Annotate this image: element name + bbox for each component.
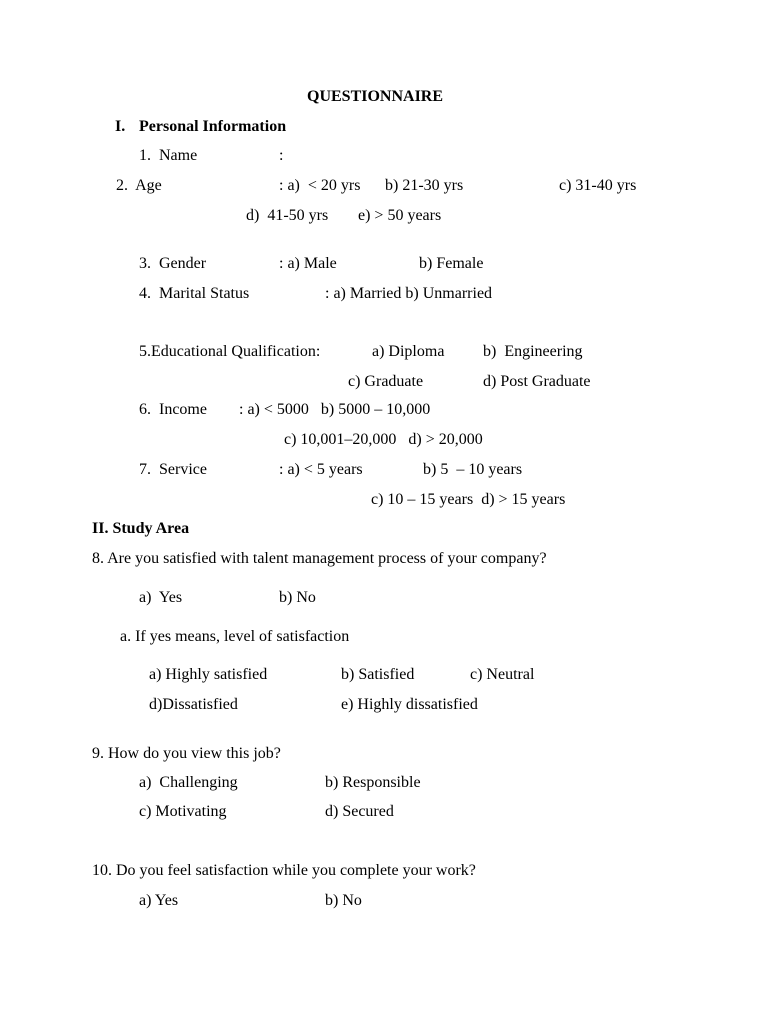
q7-label: 7. Service <box>139 461 207 478</box>
q5-option-d: d) Post Graduate <box>483 373 591 390</box>
q2-option-d: d) 41-50 yrs <box>246 207 329 224</box>
q9-option-d: d) Secured <box>325 803 394 820</box>
q3-option-a: : a) Male <box>279 255 337 272</box>
q8-option-a: a) Yes <box>139 589 183 606</box>
q5-label: 5.Educational Qualification: <box>139 343 321 360</box>
q9-option-b: b) Responsible <box>325 774 421 791</box>
q8-sub-option-d: d)Dissatisfied <box>149 696 238 713</box>
q8-sub-question: a. If yes means, level of satisfaction <box>120 628 350 645</box>
q3-label: 3. Gender <box>139 255 207 272</box>
q9-option-c: c) Motivating <box>139 803 227 820</box>
q8-sub-option-c: c) Neutral <box>470 666 535 683</box>
q3-option-b: b) Female <box>419 255 484 272</box>
q1-label: 1. Name <box>139 147 198 164</box>
section-1-numeral: I. <box>115 118 126 135</box>
q6-options-cd: c) 10,001–20,000 d) > 20,000 <box>284 431 483 448</box>
q1-colon: : <box>279 147 284 164</box>
q5-option-a: a) Diploma <box>372 343 445 360</box>
q8-option-b: b) No <box>279 589 316 606</box>
q7-options-cd: c) 10 – 15 years d) > 15 years <box>371 491 566 508</box>
document-title: QUESTIONNAIRE <box>307 88 444 105</box>
q2-option-a: : a) < 20 yrs <box>279 177 361 194</box>
q4-options: : a) Married b) Unmarried <box>325 285 493 302</box>
q8-question: 8. Are you satisfied with talent management process of your company? <box>92 550 547 567</box>
q2-option-b: b) 21-30 yrs <box>385 177 464 194</box>
q9-option-a: a) Challenging <box>139 774 238 791</box>
q10-option-a: a) Yes <box>139 892 179 909</box>
q6-options-ab: : a) < 5000 b) 5000 – 10,000 <box>239 401 431 418</box>
q4-label: 4. Marital Status <box>139 285 250 302</box>
q5-option-b: b) Engineering <box>483 343 583 360</box>
q2-option-e: e) > 50 years <box>358 207 442 224</box>
q9-question: 9. How do you view this job? <box>92 745 281 762</box>
q2-label: 2. Age <box>116 177 162 194</box>
q7-option-a: : a) < 5 years <box>279 461 363 478</box>
section-1-heading: Personal Information <box>139 118 287 135</box>
section-2-heading: II. Study Area <box>92 520 190 537</box>
q10-question: 10. Do you feel satisfaction while you complete your work? <box>92 862 476 879</box>
q10-option-b: b) No <box>325 892 362 909</box>
q7-option-b: b) 5 – 10 years <box>423 461 523 478</box>
q5-option-c: c) Graduate <box>348 373 424 390</box>
q8-sub-option-e: e) Highly dissatisfied <box>341 696 478 713</box>
q2-option-c: c) 31-40 yrs <box>559 177 637 194</box>
q6-label: 6. Income <box>139 401 207 418</box>
q8-sub-option-b: b) Satisfied <box>341 666 415 683</box>
q8-sub-option-a: a) Highly satisfied <box>149 666 268 683</box>
